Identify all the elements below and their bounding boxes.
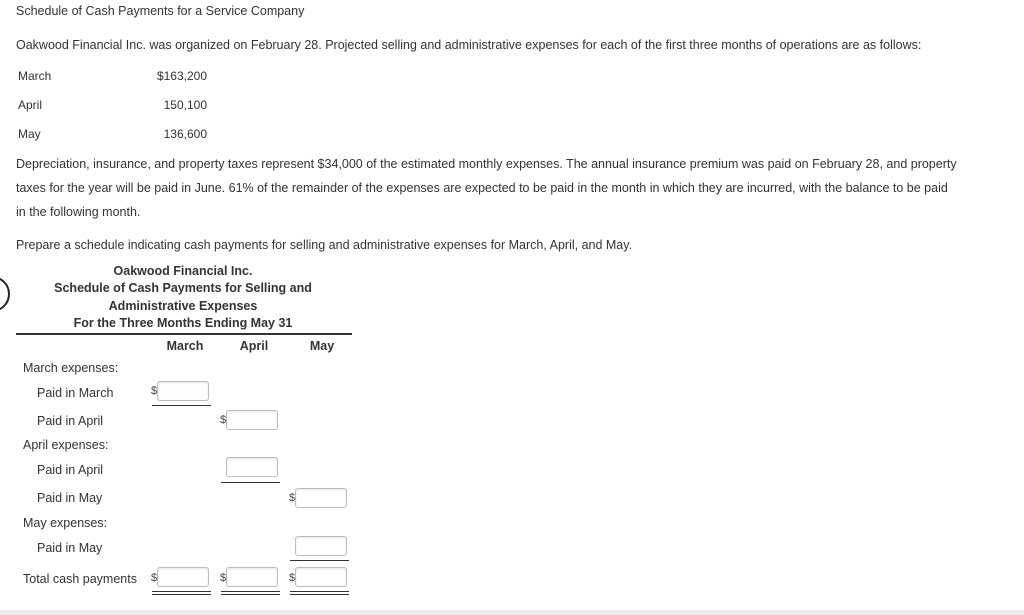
row-label-paid-in-april-1: Paid in April xyxy=(37,414,104,428)
total-april-input[interactable] xyxy=(226,567,278,587)
expense-amount-april: 150,100 xyxy=(163,98,207,112)
row-label-paid-in-april-2: Paid in April xyxy=(37,463,104,477)
row-label-paid-in-may-1: Paid in May xyxy=(37,491,103,505)
row-label-march-expenses: March expenses: xyxy=(23,361,119,375)
dollar-sign: $ xyxy=(289,492,296,504)
total-double-rule-march xyxy=(152,591,211,595)
intro-text: Oakwood Financial Inc. was organized on February 28. Projected selling and administrative expenses for each of the first three months of operations are as follows: xyxy=(16,38,922,52)
bottom-bar xyxy=(0,610,1024,615)
page-heading: Schedule of Cash Payments for a Service Company xyxy=(16,4,305,18)
expense-month-march: March xyxy=(18,69,52,83)
april-paid-april-field[interactable] xyxy=(227,458,277,476)
header-rule xyxy=(16,333,352,335)
expense-amount-march: $163,200 xyxy=(156,69,207,83)
dollar-sign: $ xyxy=(220,572,227,584)
paragraph-line-3: in the following month. xyxy=(16,205,141,219)
april-paid-april-input[interactable] xyxy=(226,457,278,477)
expense-month-april: April xyxy=(18,98,43,112)
paragraph-line-2: taxes for the year will be paid in June. 61% of the remainder of the expenses are expected to be paid in the month in which they are incurred, with the balance to be paid xyxy=(16,181,948,195)
column-header-may: May xyxy=(309,339,335,353)
total-double-rule-april xyxy=(221,591,280,595)
may-paid-from-april-input[interactable] xyxy=(295,488,347,508)
subtotal-rule-march xyxy=(152,405,211,406)
total-march-input[interactable] xyxy=(157,567,209,587)
row-label-april-expenses: April expenses: xyxy=(23,438,109,452)
row-label-paid-in-may-2: Paid in May xyxy=(37,541,103,555)
dollar-sign: $ xyxy=(289,572,296,584)
schedule-company: Oakwood Financial Inc. xyxy=(113,264,253,278)
expense-amount-may: 136,600 xyxy=(163,127,207,141)
subtotal-rule-april xyxy=(221,482,280,483)
paragraph-line-1: Depreciation, insurance, and property taxes represent $34,000 of the estimated monthly expenses. The annual insurance premium was paid on February 28, and property xyxy=(16,157,957,171)
total-may-input[interactable] xyxy=(295,567,347,587)
side-circle-decoration xyxy=(0,276,10,312)
column-header-march: March xyxy=(166,339,204,353)
schedule-title-line2: Administrative Expenses xyxy=(108,299,258,313)
row-label-total: Total cash payments xyxy=(23,572,137,586)
expense-month-may: May xyxy=(18,127,41,141)
total-may-field[interactable] xyxy=(296,568,346,586)
schedule-title-line1: Schedule of Cash Payments for Selling and xyxy=(54,281,312,295)
april-paid-from-march-field[interactable] xyxy=(227,411,277,429)
instruction-text: Prepare a schedule indicating cash payments for selling and administrative expenses for March, April, and May. xyxy=(16,238,633,252)
column-header-april: April xyxy=(239,339,269,353)
may-paid-may-field[interactable] xyxy=(296,537,346,555)
dollar-sign: $ xyxy=(220,414,227,426)
total-april-field[interactable] xyxy=(227,568,277,586)
total-march-field[interactable] xyxy=(158,568,208,586)
april-paid-from-march-input[interactable] xyxy=(226,410,278,430)
march-paid-march-field[interactable] xyxy=(158,382,208,400)
schedule-period: For the Three Months Ending May 31 xyxy=(73,316,293,330)
subtotal-rule-may xyxy=(290,560,349,561)
dollar-sign: $ xyxy=(151,385,158,397)
row-label-may-expenses: May expenses: xyxy=(23,516,108,530)
total-double-rule-may xyxy=(290,591,349,595)
may-paid-may-input[interactable] xyxy=(295,536,347,556)
row-label-paid-in-march: Paid in March xyxy=(37,386,114,400)
march-paid-march-input[interactable] xyxy=(157,381,209,401)
dollar-sign: $ xyxy=(151,572,158,584)
may-paid-from-april-field[interactable] xyxy=(296,489,346,507)
